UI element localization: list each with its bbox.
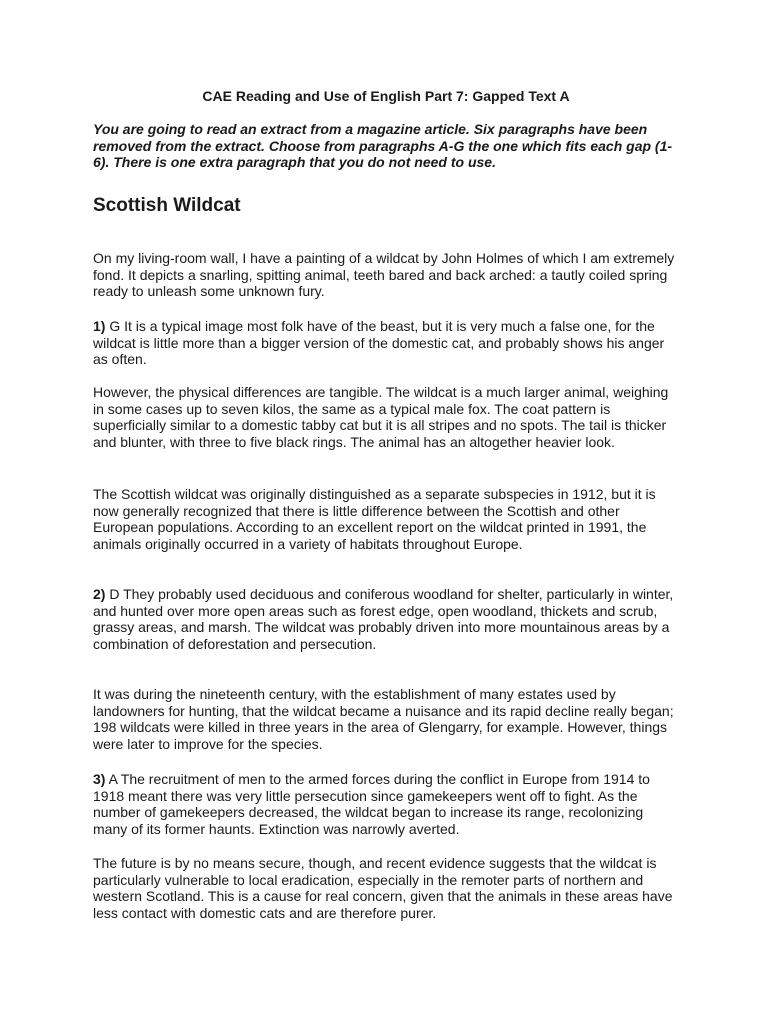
article-title: Scottish Wildcat <box>93 195 241 216</box>
paragraph-intro: On my living-room wall, I have a painting of a wildcat by John Holmes of which I am extremely fond. It depicts a snarling, spitting animal, teeth bared and back arched: a tautly coiled spring ready to unleash some unknown fury. <box>93 250 675 300</box>
paragraph-text: D They probably used deciduous and coniferous woodland for shelter, particularly in winter, and hunted over more open areas such as forest edge, open woodland, thickets and scrub, grassy areas, and marsh. The wildcat was probably driven into more mountainous areas by a combination of deforestation and persecution. <box>93 586 674 653</box>
paragraph-text: G It is a typical image most folk have of the beast, but it is very much a false one, for the wildcat is little more than a bigger version of the domestic cat, and probably shows his anger as often. <box>93 318 665 368</box>
paragraph-subspecies: The Scottish wildcat was originally distinguished as a separate subspecies in 1912, but it is now generally recognized that there is little difference between the Scottish and other European populations. According to an excellent report on the wildcat printed in 1991, the animals originally occurred in a variety of habitats throughout Europe. <box>93 486 656 553</box>
paragraph-decline: It was during the nineteenth century, with the establishment of many estates used by landowners for hunting, that the wildcat became a nuisance and its rapid decline really began; 198 wildcats were killed in three years in the area of Glengarry, for example. However, things were later to improve for the species. <box>93 686 674 753</box>
paragraph-future: The future is by no means secure, though, and recent evidence suggests that the wildcat is particularly vulnerable to local eradication, especially in the remoter parts of northern and western Scotland. This is a cause for real concern, given that the animals in these areas have less contact with domestic cats and are therefore purer. <box>93 855 673 922</box>
gap-number: 1) <box>93 318 106 334</box>
paragraph-gap-3 <box>93 771 679 838</box>
gap-number: 3) <box>93 771 106 787</box>
paragraph-gap-1 <box>93 318 679 368</box>
task-instructions: You are going to read an extract from a magazine article. Six paragraphs have been removed from the extract. Choose from paragraphs A-G the one which fits each gap (1-6). There is one extra paragraph that you do not need to use. <box>93 121 673 170</box>
paragraph-text: A The recruitment of men to the armed forces during the conflict in Europe from 1914 to 1918 meant there was very little persecution since gamekeepers went off to fight. As the number of gamekeepers decreased, the wildcat began to increase its range, recolonizing many of its former haunts. Extinction was narrowly averted. <box>93 771 650 838</box>
gap-number: 2) <box>93 586 106 602</box>
document-title: CAE Reading and Use of English Part 7: Gapped Text A <box>202 88 570 104</box>
paragraph-gap-2 <box>93 586 679 653</box>
paragraph-physical-differences: However, the physical differences are tangible. The wildcat is a much larger animal, weighing in some cases up to seven kilos, the same as a typical male fox. The coat pattern is superficially similar to a domestic tabby cat but it is all stripes and no spots. The tail is thicker and blunter, with three to five black rings. The animal has an altogether heavier look. <box>93 384 669 451</box>
